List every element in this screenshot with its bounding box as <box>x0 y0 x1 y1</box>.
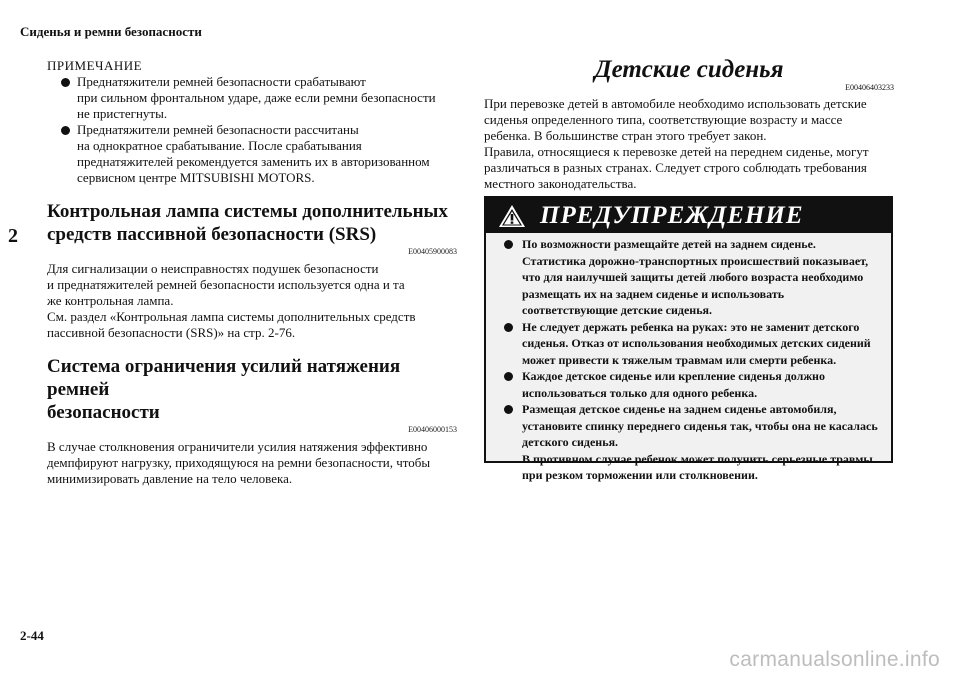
text-line: См. раздел «Контрольная лампа системы дополнительных средств <box>47 309 416 324</box>
heading-line: Контрольная лампа системы дополнительных <box>47 201 448 222</box>
text-line: Преднатяжители ремней безопасности рассчитаны <box>77 122 359 137</box>
text-line: В противном случае ребенок может получить серьезные травмы <box>522 451 873 466</box>
bullet-dot-icon <box>504 323 513 332</box>
warning-bullet <box>492 236 881 319</box>
text-line: Не следует держать ребенка на руках: это не заменит детского <box>522 319 860 334</box>
text-line: минимизировать давление на тело человека. <box>47 471 293 486</box>
note-label: ПРИМЕЧАНИЕ <box>47 58 143 73</box>
text-line: не пристегнуты. <box>77 106 168 121</box>
note-bullet <box>47 122 457 186</box>
child-seats-paragraph <box>484 96 894 192</box>
warning-triangle-icon <box>498 204 526 228</box>
right-column <box>484 55 894 192</box>
text-line: при сильном фронтальном ударе, даже если ремни безопасности <box>77 90 436 105</box>
child-seats-code: E00406403233 <box>845 83 894 92</box>
warning-body <box>486 233 891 484</box>
section-number: 2 <box>8 225 18 247</box>
bullet-dot-icon <box>61 78 70 87</box>
warning-title: ПРЕДУПРЕЖДЕНИЕ <box>540 201 804 229</box>
text-line: же контрольная лампа. <box>47 293 174 308</box>
text-line: и преднатяжителей ремней безопасности используется одна и та <box>47 277 405 292</box>
bullet-dot-icon <box>504 372 513 381</box>
text-line: сервисном центре MITSUBISHI MOTORS. <box>77 170 315 185</box>
text-line: Статистика дорожно-транспортных происшествий показывает, <box>522 253 869 268</box>
warning-box <box>484 196 893 482</box>
srs-paragraph <box>47 261 457 341</box>
text-line: Правила, относящиеся к перевозке детей на переднем сиденье, могут <box>484 144 869 159</box>
text-line: установите спинку переднего сиденья так, чтобы она не касалась <box>522 418 878 433</box>
text-line: что для наилучшей защиты детей любого возраста необходимо <box>522 270 864 284</box>
text-line: демпфируют нагрузку, приходящуюся на ремни безопасности, чтобы <box>47 455 431 470</box>
srs-heading <box>47 200 457 246</box>
text-line: Каждое детское сиденье или крепление сиденья должно <box>522 369 825 383</box>
text-line: сиденья определенного типа, соответствующие возрасту и массе <box>484 112 843 127</box>
warning-bullet <box>492 319 881 369</box>
srs-code: E00405900083 <box>408 247 457 256</box>
warning-bullet <box>492 401 881 484</box>
text-line: детского сиденья. <box>522 435 619 449</box>
text-line: может привести к тяжелым травмам или смерти ребенка. <box>522 352 837 367</box>
text-line: Размещая детское сиденье на заднем сиденье автомобиля, <box>522 402 837 416</box>
warning-bullet <box>492 368 881 401</box>
text-line: По возможности размещайте детей на заднем сиденье. <box>522 237 816 251</box>
text-line: сиденья. Отказ от использования необходимых детских сидений <box>522 336 871 350</box>
heading-line: Система ограничения усилий натяжения ремней <box>47 356 401 400</box>
text-line: размещать их на заднем сиденье и использовать <box>522 286 785 301</box>
text-line: ребенка. В большинстве стран этого требует закон. <box>484 128 767 143</box>
limiter-code: E00406000153 <box>408 425 457 434</box>
limiter-heading <box>47 355 457 424</box>
text-line: При перевозке детей в автомобиле необходимо использовать детские <box>484 96 867 111</box>
text-line: Преднатяжители ремней безопасности срабатывают <box>77 74 366 89</box>
heading-line: средств пассивной безопасности (SRS) <box>47 224 377 245</box>
text-line: местного законодательства. <box>484 176 637 191</box>
heading-line: безопасности <box>47 402 160 423</box>
text-line: на однократное срабатывание. После срабатывания <box>77 138 362 153</box>
text-line: соответствующие детские сиденья. <box>522 303 713 317</box>
watermark-text: carmanualsonline.info <box>729 648 940 671</box>
page-number: 2-44 <box>20 628 44 643</box>
text-line: Для сигнализации о неисправностях подушек безопасности <box>47 261 379 276</box>
child-seats-title: Детские сиденья <box>594 56 784 83</box>
text-line: при резком торможении или столкновении. <box>522 468 758 482</box>
text-line: В случае столкновения ограничители усилия натяжения эффективно <box>47 439 428 454</box>
bullet-dot-icon <box>504 405 513 414</box>
left-column <box>47 58 457 487</box>
bullet-dot-icon <box>61 126 70 135</box>
text-line: преднатяжителей рекомендуется заменить их в авторизованном <box>77 154 430 169</box>
warning-header <box>486 198 891 233</box>
limiter-paragraph <box>47 439 457 487</box>
page-header-title: Сиденья и ремни безопасности <box>20 24 202 39</box>
text-line: различаться в разных странах. Следует строго соблюдать требования <box>484 160 867 175</box>
note-bullet <box>47 74 457 122</box>
text-line: использоваться только для одного ребенка. <box>522 385 758 400</box>
bullet-dot-icon <box>504 240 513 249</box>
text-line: пассивной безопасности (SRS)» на стр. 2-76. <box>47 325 296 340</box>
